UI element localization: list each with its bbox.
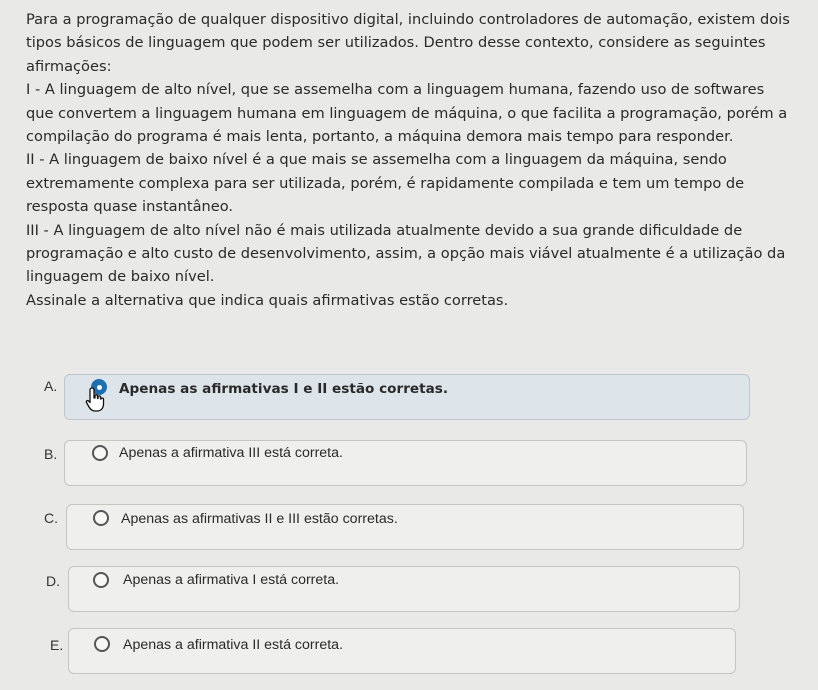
option-d[interactable] (68, 566, 740, 612)
option-b-letter: B. (44, 446, 58, 462)
question-intro: Para a programação de qualquer dispositivo digital, incluindo controladores de automação, existem dois tipos básicos de linguagem que podem ser utilizados. Dentro desse contexto, considere as seguintes afirmações: (26, 11, 790, 75)
option-e-label: Apenas a afirmativa II está correta. (123, 637, 344, 653)
option-e-letter: E. (50, 637, 64, 653)
option-c-letter: C. (44, 510, 58, 526)
option-b-radio[interactable] (92, 445, 108, 461)
option-a-label: Apenas as afirmativas I e II estão corretas. (119, 381, 449, 397)
option-c-label: Apenas as afirmativas II e III estão corretas. (121, 511, 398, 527)
option-d-radio[interactable] (93, 572, 109, 588)
statement-1: I - A linguagem de alto nível, que se assemelha com a linguagem humana, fazendo uso de softwares que convertem a linguagem humana em linguagem de máquina, o que facilita a programação, porém a compilação do programa é mais lenta, portanto, a máquina demora mais tempo para responder. (26, 81, 788, 146)
option-c[interactable] (66, 504, 744, 550)
option-e-radio[interactable] (94, 636, 110, 652)
option-c-radio[interactable] (93, 510, 109, 526)
question-prompt: Assinale a alternativa que indica quais afirmativas estão corretas. (26, 291, 509, 309)
option-b[interactable] (64, 440, 747, 486)
hand-pointer-icon (85, 387, 107, 413)
option-e[interactable] (68, 628, 736, 674)
statement-3: III - A linguagem de alto nível não é mais utilizada atualmente devido a sua grande dificuldade de programação e alto custo de desenvolvimento, assim, a opção mais viável atualmente é a utilização da linguagem de baixo nível. (26, 221, 786, 286)
statement-2: II - A linguagem de baixo nível é a que mais se assemelha com a linguagem da máquina, sendo extremamente complexa para ser utilizada, porém, é rapidamente compilada e tem um tempo de resposta quase instantâneo. (26, 151, 745, 216)
option-b-label: Apenas a afirmativa III está correta. (119, 445, 343, 461)
option-d-label: Apenas a afirmativa I está correta. (123, 572, 340, 588)
option-d-letter: D. (46, 573, 60, 589)
option-a-letter: A. (44, 378, 58, 394)
option-a[interactable] (64, 374, 750, 420)
question-text (26, 8, 796, 312)
